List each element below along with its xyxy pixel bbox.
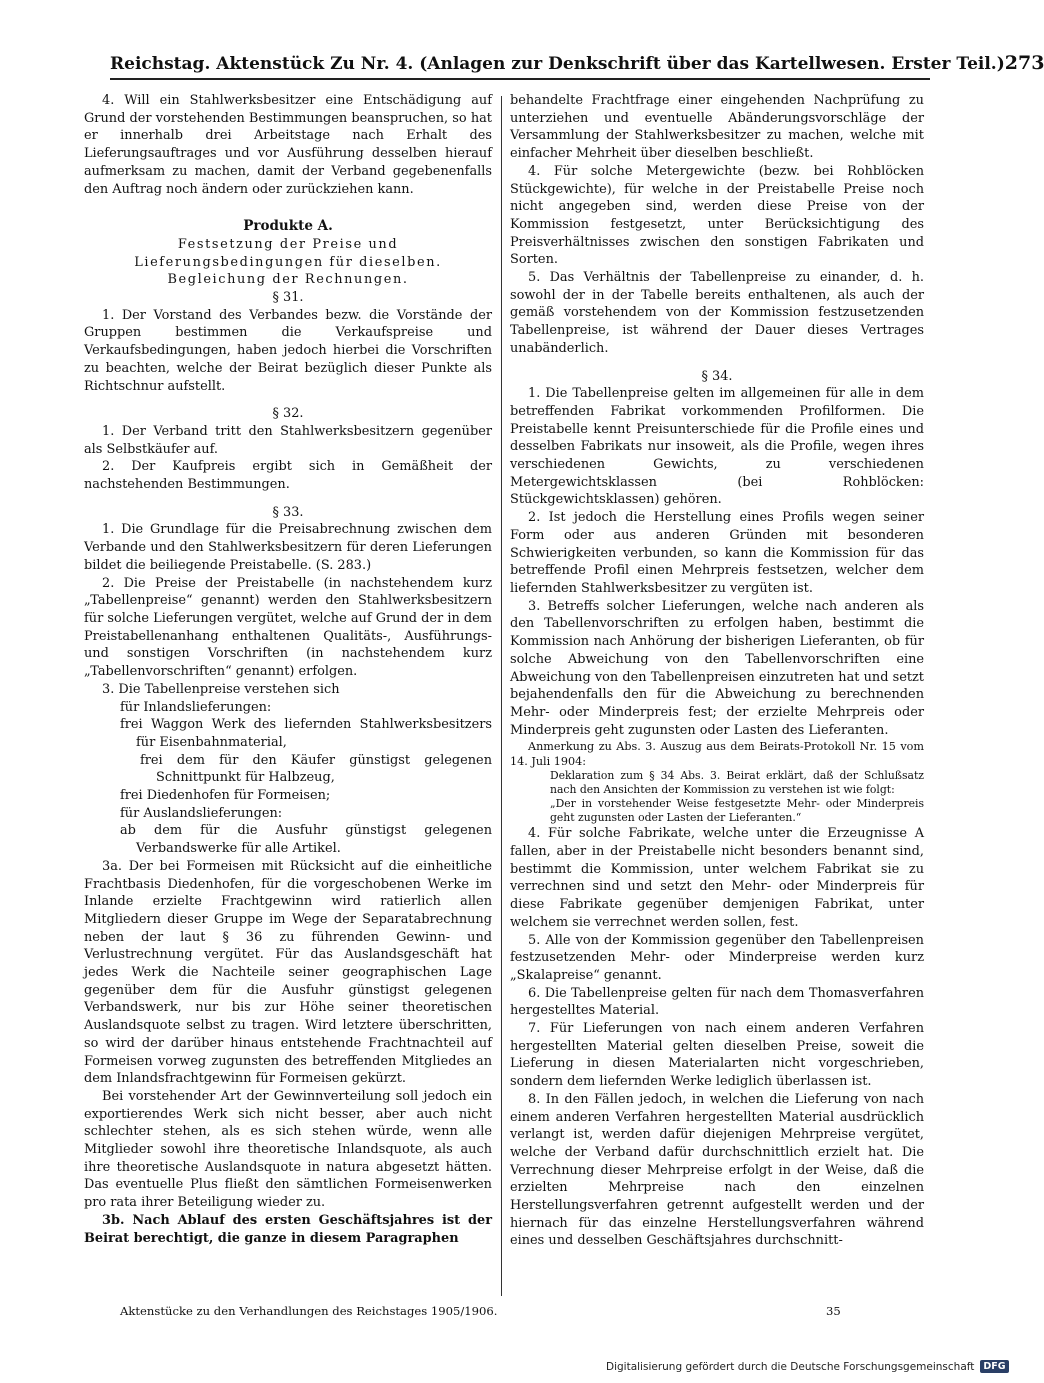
list-heading: für Inlandslieferungen:	[120, 699, 272, 715]
right-column	[510, 92, 924, 1250]
list-item: frei Diedenhofen für Formeisen;	[120, 788, 331, 804]
paragraph: 4. Für solche Metergewichte (bezw. bei Rohblöcken Stückgewichte), für welche in der Preistabelle Preise noch nicht angegeben sind, werden diese Preise von der Kommission festgesetzt, unter Berücksichtigung des Preisverhältnisses zwischen den sonstigen Fabrikaten und Sorten.	[510, 163, 924, 268]
paragraph: 1. Der Verband tritt den Stahlwerksbesitzern gegenüber als Selbstkäufer auf.	[84, 423, 492, 457]
paragraph: 2. Die Preise der Preistabelle (in nachstehendem kurz „Tabellenpreise“ genannt) werden den Stahlwerksbesitzern für solche Lieferungen vergütet, welche auf Grund der in dem Preistabellenanhang enthaltenen Qualitäts-, Ausführungs- und sonstigen Vorschriften (in nachstehendem kurz „Tabellenvorschriften“ genannt) erfolgen.	[84, 575, 492, 680]
paragraph-number: § 32.	[272, 406, 304, 422]
paragraph: 1. Die Grundlage für die Preisabrechnung zwischen dem Verbande und den Stahlwerksbesitzern für deren Lieferungen bildet die beiliegende Preistabelle. (S. 283.)	[84, 522, 492, 573]
header-title: Reichstag. Aktenstück Zu Nr. 4. (Anlagen zur Denkschrift über das Kartellwesen. Erster Teil.)	[110, 54, 1005, 74]
paragraph: 6. Die Tabellenpreise gelten für nach dem Thomasverfahren hergestelltes Material.	[510, 985, 924, 1019]
paragraph: 3. Die Tabellenpreise verstehen sich	[102, 681, 340, 697]
list-item: frei dem für den Käufer günstigst gelegenen Schnittpunkt für Halbzeug,	[140, 752, 492, 786]
section-subtitle: Festsetzung der Preise und Lieferungsbedingungen für dieselben. Begleichung der Rechnungen.	[134, 236, 442, 288]
paragraph: 5. Alle von der Kommission gegenüber den Tabellenpreisen festzusetzenden Mehr- oder Minderpreise werden kurz „Skalapreise“ genannt.	[510, 932, 924, 983]
paragraph: 8. In den Fällen jedoch, in welchen die Lieferung von nach einem anderen Verfahren hergestellten Material ausdrücklich verlangt ist, werden dafür diejenigen Mehrpreise vergütet, welche der Verband dafür durchschnittlich erzielt hat. Die Verrechnung dieser Mehrpreise erfolgt in der Weise, daß die erzielten Mehrpreise nach den einzelnen Herstellungsverfahren getrennt aufgestellt werden und der hiernach für das einzelne Herstellungsverfahren während eines und desselben Geschäftsjahres durchschnitt-	[510, 1091, 924, 1249]
paragraph-number: § 34.	[701, 368, 733, 384]
left-column	[84, 92, 492, 1247]
paragraph: 5. Das Verhältnis der Tabellenpreise zu einander, d. h. sowohl der in der Tabelle bereits enthaltenen, als auch der gemäß vorstehendem von der Kommission festzusetzenden Tabellenpreise, ist während der Dauer dieses Vertrages unabänderlich.	[510, 270, 924, 356]
running-header	[110, 46, 1044, 80]
digitization-credit	[606, 1360, 1009, 1373]
list-item: frei Waggon Werk des liefernden Stahlwerksbesitzers für Eisenbahnmaterial,	[120, 717, 492, 750]
paragraph: Bei vorstehender Art der Gewinnverteilung soll jedoch ein exportierendes Werk sich nicht besser, aber auch nicht schlechter stehen, als es sich stehen würde, wenn alle Mitglieder sowohl ihre theoretische Inlandsquote, als auch ihre theoretische Auslandsquote in natura abgesetzt hätten. Das eventuelle Plus fließt den sämtlichen Formeisenwerken pro rata ihrer Beteiligung wieder zu.	[84, 1088, 492, 1211]
list-heading: für Auslandslieferungen:	[120, 805, 283, 821]
column-divider	[501, 96, 502, 1296]
paragraph: 1. Der Vorstand des Verbandes bezw. die Vorstände der Gruppen bestimmen die Verkaufspreise und Verkaufsbedingungen, haben jedoch hierbei die Vorschriften zu beachten, welche der Beirat bezüglich dieser Punkte als Richtschnur aufstellt.	[84, 307, 492, 394]
paragraph: 1. Die Tabellenpreise gelten im allgemeinen für alle in dem betreffenden Fabrikat vorkommenden Profilformen. Die Preistabelle kennt Preisunterschiede für die Profile eines und desselben Fabrikats nur insoweit, als die Profile, wegen ihres verschiedenen Gewichts, zu verschiedenen Metergewichtsklassen (bei Rohblöcken: Stückgewichtsklassen) gehören.	[510, 386, 924, 508]
declaration: Deklaration zum § 34 Abs. 3. Beirat erklärt, daß der Schlußsatz nach den Ansichten der Kommission zu verstehen ist wie folgt:	[550, 769, 924, 797]
paragraph: 4. Will ein Stahlwerksbesitzer eine Entschädigung auf Grund der vorstehenden Bestimmungen beanspruchen, so hat er innerhalb drei Arbeitstage nach Erhalt des Lieferungsauftrages und vor Ausführung desselben hierauf aufmerksam zu machen, damit der Verband gegebenenfalls den Auftrag noch ändern oder zurückziehen kann.	[84, 93, 492, 197]
paragraph: 3. Betreffs solcher Lieferungen, welche nach anderen als den Tabellenvorschriften zu erfolgen haben, bestimmt die Kommission nach Anhörung der bisherigen Lieferanten, ob für solche Abweichung von den Tabellenvorschriften eine Abweichung von den Tabellenpreisen einzutreten hat und setzt bejahendenfalls den für die Abweichung zu berechnenden Mehr- oder Minderpreis fest; der erzielte Mehrpreis oder Minderpreis geht zugunsten oder Lasten des Lieferanten.	[510, 598, 924, 738]
paragraph: 3a. Der bei Formeisen mit Rücksicht auf die einheitliche Frachtbasis Diedenhofen, für die vorgeschobenen Werke im Inlande erzielte Frachtgewinn wird ratierlich allen Mitgliedern dieser Gruppe im Wege der Separatabrechnung neben der laut § 36 zu führenden Gewinn- und Verlustrechnung vergütet. Für das Auslandsgeschäft hat jedes Werk die Nachteile seiner geographischen Lage gegenüber dem für die Ausfuhr günstigst gelegenen Verbandswerk, nur bis zur Höhe seiner theoretischen Auslandsquote selbst zu tragen. Wird letztere überschritten, so wird der darüber hinaus entstehende Frachtnachteil auf Formeisen vorweg zugunsten des betreffenden Mitgliedes an dem Inlandsfrachtgewinn für Formeisen gekürzt.	[84, 858, 492, 1087]
dfg-logo: DFG	[980, 1360, 1008, 1373]
footer-sheet-number: 35	[826, 1304, 841, 1318]
credit-text: Digitalisierung gefördert durch die Deutsche Forschungsgemeinschaft	[606, 1360, 975, 1373]
paragraph: 2. Der Kaufpreis ergibt sich in Gemäßheit der nachstehenden Bestimmungen.	[84, 459, 492, 493]
section-heading: Produkte A.	[243, 218, 333, 235]
page-number: 273	[1004, 52, 1044, 74]
list-item: ab dem für die Ausfuhr günstigst gelegenen Verbandswerke für alle Artikel.	[120, 823, 492, 857]
paragraph: 2. Ist jedoch die Herstellung eines Profils wegen seiner Form oder aus anderen Gründen mit besonderen Schwierigkeiten verbunden, so kann die Kommission für das betreffende Profil einen Mehrpreis festsetzen, welcher dem liefernden Stahlwerksbesitzer zu vergüten ist.	[510, 510, 924, 596]
paragraph: 4. Für solche Fabrikate, welche unter die Erzeugnisse A fallen, aber in der Preistabelle nicht besonders benannt sind, bestimmt die Kommission, unter welchem Fabrikat sie zu verrechnen sind und setzt den Mehr- oder Minderpreis für diese Fabrikate gegenüber demjenigen Fabrikat, unter welchem sie verrechnet werden sollen, fest.	[510, 826, 924, 930]
quotation: „Der in vorstehender Weise festgesetzte Mehr- oder Minderpreis geht zugunsten oder Lasten der Lieferanten.“	[550, 797, 924, 825]
paragraph: 3b. Nach Ablauf des ersten Geschäftsjahres ist der Beirat berechtigt, die ganze in diesem Paragraphen	[84, 1212, 492, 1246]
footer-source: Aktenstücke zu den Verhandlungen des Reichstages 1905/1906.	[120, 1304, 498, 1318]
paragraph: behandelte Frachtfrage einer eingehenden Nachprüfung zu unterziehen und eventuelle Abänderungsvorschläge der Versammlung der Stahlwerksbesitzer zu machen, welche mit einfacher Mehrheit über dieselben beschließt.	[510, 93, 924, 162]
annotation: Anmerkung zu Abs. 3. Auszug aus dem Beirats-Protokoll Nr. 15 vom 14. Juli 1904:	[510, 740, 924, 769]
paragraph-number: § 31.	[272, 290, 304, 306]
paragraph-number: § 33.	[272, 504, 304, 520]
paragraph: 7. Für Lieferungen von nach einem anderen Verfahren hergestellten Material gelten dieselben Preise, soweit die Lieferung in diesen Materialarten nicht vorgeschrieben, sondern dem liefernden Werke lediglich überlassen ist.	[510, 1021, 924, 1090]
